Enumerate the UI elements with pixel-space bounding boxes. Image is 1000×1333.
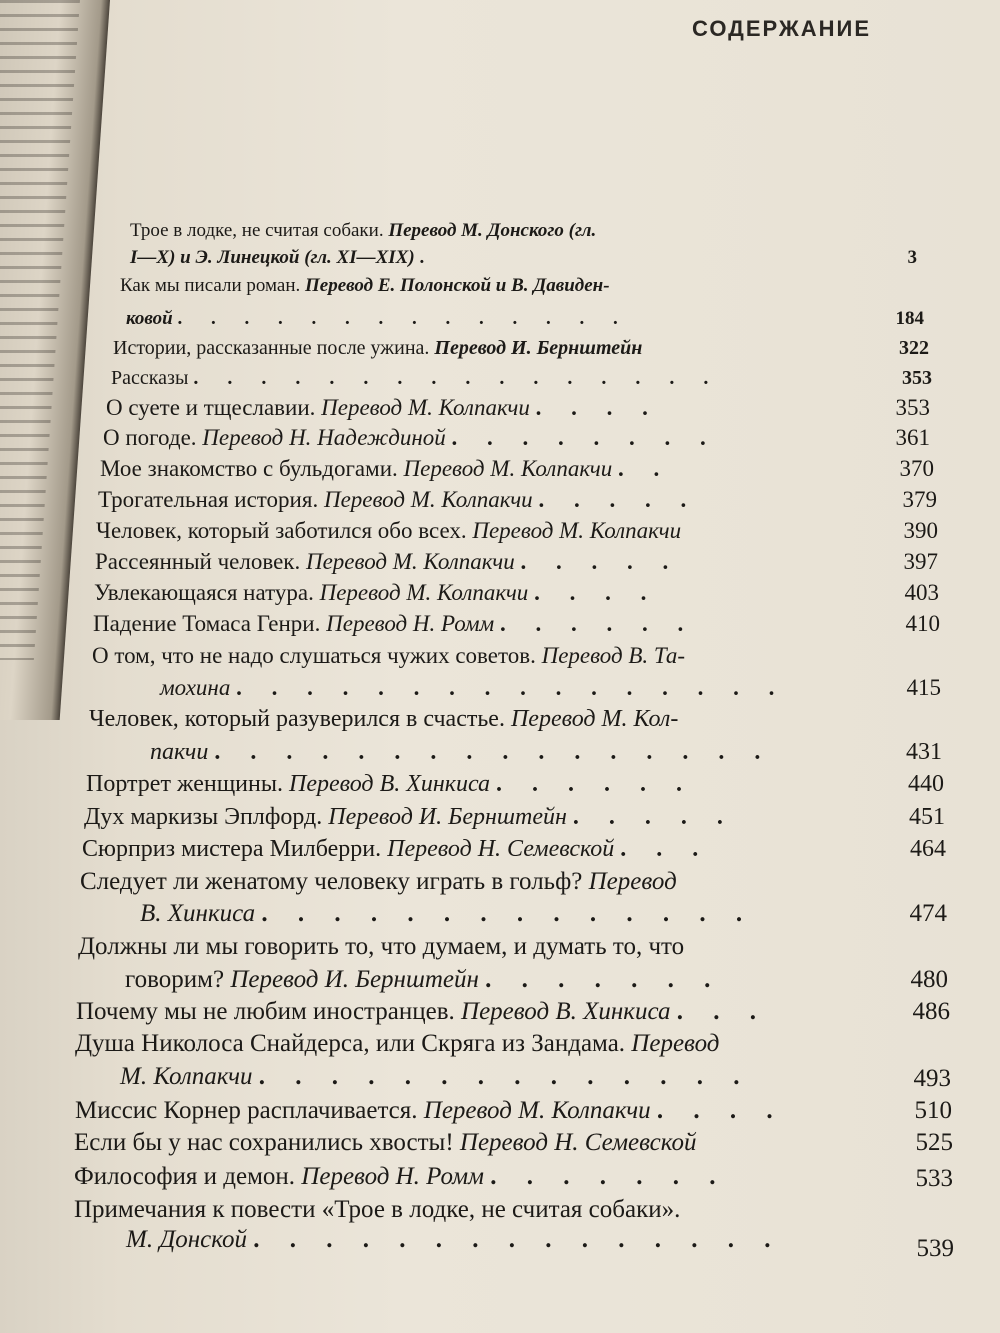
toc-entry-title: Падение Томаса Генри. bbox=[93, 611, 321, 636]
toc-entry-title: Миссис Корнер расплачивается. bbox=[75, 1097, 418, 1124]
dot-leader: . . . . . . bbox=[499, 611, 696, 636]
toc-page-number: 464 bbox=[910, 836, 946, 862]
toc-entry bbox=[82, 833, 710, 865]
toc-page-number: 486 bbox=[912, 998, 950, 1025]
toc-entry-translator: Перевод М. Колпакчи bbox=[323, 487, 533, 512]
dot-leader: . . . . bbox=[534, 580, 659, 605]
toc-entry-translator: В. Хинкиса bbox=[140, 900, 256, 927]
toc-entry-title: Как мы писали роман. bbox=[120, 275, 301, 296]
toc-entry-continuation bbox=[120, 1061, 752, 1093]
toc-page-number: 525 bbox=[915, 1129, 953, 1156]
toc-entry-continuation bbox=[126, 303, 630, 335]
toc-entry-translator: Перевод М. Колпакчи bbox=[423, 1097, 651, 1124]
dot-leader: . . . . . . . . . . . . . . bbox=[258, 1063, 752, 1090]
toc-entry-title: Трое в лодке, не считая собаки. bbox=[130, 220, 384, 241]
toc-entry-title: Трогательная история. bbox=[98, 487, 319, 512]
toc-entry-translator: Перевод М. Донского (гл. bbox=[388, 220, 597, 241]
toc-page-number: 440 bbox=[908, 771, 944, 797]
toc-entry-title: Увлекающаяся натура. bbox=[94, 580, 314, 605]
toc-page-number: 353 bbox=[895, 395, 930, 420]
toc-entry-title-continued: говорим? bbox=[125, 966, 225, 993]
dot-leader: . . . bbox=[620, 836, 711, 862]
dot-leader: . . . . . . . . . . . . . . . . bbox=[193, 367, 721, 389]
toc-entry-translator: М. Колпакчи bbox=[120, 1063, 253, 1090]
toc-entry bbox=[86, 768, 694, 800]
dot-leader: . . . . . . . . . . . . . . . . bbox=[214, 739, 773, 765]
toc-entry-title: Следует ли женатому человеку играть в гольф? bbox=[80, 868, 583, 895]
toc-entry bbox=[100, 453, 671, 485]
toc-entry-title: Почему мы не любим иностранцев. bbox=[76, 998, 455, 1025]
toc-page-number: 431 bbox=[906, 739, 942, 765]
toc-page-number: 184 bbox=[895, 308, 924, 329]
toc-entry-continuation bbox=[126, 1224, 782, 1256]
dot-leader: . . . . . . . . . . . . . . . . bbox=[236, 675, 787, 700]
toc-entry-title: Должны ли мы говорить то, что думаем, и думать то, что bbox=[78, 933, 685, 960]
toc-entry-title: Портрет женщины. bbox=[86, 771, 283, 797]
dot-leader: . . . . . bbox=[538, 487, 699, 512]
toc-entry-title: О том, что не надо слушаться чужих советов. bbox=[92, 643, 536, 668]
dot-leader: . . . . bbox=[535, 395, 660, 420]
toc-page-number: 403 bbox=[904, 580, 939, 605]
toc-page-number: 3 bbox=[907, 247, 917, 268]
toc-entry bbox=[111, 362, 720, 394]
toc-entry-title: Рассеянный человек. bbox=[95, 549, 301, 574]
toc-page-number: 451 bbox=[909, 804, 945, 830]
toc-page-number: 474 bbox=[909, 900, 947, 927]
toc-entry bbox=[113, 332, 642, 364]
toc-entry-translator: Перевод М. Колпакчи bbox=[472, 518, 682, 543]
toc-page-number: 539 bbox=[916, 1235, 954, 1262]
toc-page-number: 390 bbox=[903, 518, 938, 543]
toc-page-number: 493 bbox=[913, 1065, 951, 1092]
toc-entry-translator: Перевод М. Колпакчи bbox=[321, 395, 530, 420]
toc-entry-title: Мое знакомство с бульдогами. bbox=[100, 456, 398, 481]
toc-page-number: 370 bbox=[899, 456, 934, 481]
toc-entry-translator: Перевод М. Колпакчи bbox=[319, 580, 529, 605]
toc-entry bbox=[120, 270, 610, 302]
toc-entry-continuation bbox=[160, 672, 786, 704]
toc-entry-translator: Перевод Н. Ромм bbox=[301, 1163, 485, 1190]
toc-entry-title: Человек, который заботился обо всех. bbox=[96, 518, 467, 543]
toc-page-number: 415 bbox=[906, 675, 941, 700]
toc-entry bbox=[78, 931, 684, 963]
toc-page-number: 322 bbox=[899, 337, 929, 359]
toc-entry bbox=[93, 608, 695, 640]
toc-entry bbox=[80, 866, 677, 898]
toc-entry-translator: мохина bbox=[160, 675, 231, 700]
page-heading: СОДЕРЖАНИЕ bbox=[692, 16, 872, 41]
toc-entry bbox=[98, 484, 698, 516]
toc-entry-translator: Перевод М. Колпакчи bbox=[305, 549, 515, 574]
dot-leader: . bbox=[419, 247, 437, 268]
toc-entry-title: О суете и тщеславии. bbox=[106, 395, 316, 420]
toc-entry-title: Душа Николоса Снайдерса, или Скряга из Зандама. bbox=[75, 1030, 626, 1057]
toc-entry-title: О погоде. bbox=[103, 425, 197, 450]
dot-leader: . . . . . . . . . . . . . . bbox=[177, 308, 630, 329]
dot-leader: . . bbox=[618, 456, 672, 481]
toc-entry-translator: Перевод Н. Надеждиной bbox=[202, 425, 446, 450]
toc-entry-translator: М. Донской bbox=[126, 1226, 247, 1253]
toc-entry bbox=[75, 1028, 719, 1060]
toc-entry-translator: Перевод В. Хинкиса bbox=[289, 771, 491, 797]
dot-leader: . . . . . . . . bbox=[451, 425, 718, 450]
toc-entry bbox=[92, 640, 685, 672]
toc-entry bbox=[84, 801, 735, 833]
toc-page-number: 410 bbox=[905, 611, 940, 636]
toc-entry bbox=[76, 996, 768, 1028]
toc-entry-translator: Перевод bbox=[631, 1030, 720, 1057]
toc-entry-title: Человек, который разуверился в счастье. bbox=[89, 706, 505, 732]
toc-entry-translator: Перевод И. Бернштейн bbox=[230, 966, 479, 993]
dot-leader: . . . . . . . bbox=[490, 1163, 728, 1190]
toc-page-number: 510 bbox=[914, 1097, 952, 1124]
toc-page-number: 533 bbox=[915, 1165, 953, 1192]
toc-entry-translator: Перевод И. Бернштейн bbox=[434, 337, 643, 359]
toc-entry-translator: Перевод Н. Семевской bbox=[459, 1129, 697, 1156]
toc-entry-title: Рассказы bbox=[111, 367, 189, 389]
toc-entry-translator: Перевод М. Колпакчи bbox=[403, 456, 613, 481]
toc-entry bbox=[74, 1194, 680, 1226]
toc-entry-translator: Перевод bbox=[588, 868, 677, 895]
dot-leader: . . . . bbox=[656, 1097, 785, 1124]
toc-entry-translator: Перевод Н. Ромм bbox=[326, 611, 495, 636]
toc-page-number: 353 bbox=[902, 367, 932, 389]
toc-entry-title: Истории, рассказанные после ужина. bbox=[113, 337, 430, 359]
dot-leader: . . . . . . . . . . . . . . bbox=[261, 900, 755, 927]
toc-entry bbox=[95, 546, 680, 578]
toc-entry-title: Философия и демон. bbox=[74, 1163, 296, 1190]
toc-entry-continuation bbox=[125, 964, 722, 996]
toc-entry-translator: I—X) и Э. Линецкой (гл. XI—XIX) bbox=[130, 247, 415, 268]
toc-entry-translator: ковой bbox=[126, 308, 173, 329]
toc-entry-translator: Перевод Н. Семевской bbox=[387, 836, 615, 862]
dot-leader: . . . . . . . . . . . . . . . bbox=[253, 1226, 783, 1253]
toc-entry-title: Сюрприз мистера Милберри. bbox=[82, 836, 382, 862]
toc-entry bbox=[75, 1095, 785, 1127]
toc-entry bbox=[96, 515, 681, 547]
toc-entry bbox=[74, 1127, 697, 1159]
dot-leader: . . . . . bbox=[520, 549, 681, 574]
toc-entry-translator: пакчи bbox=[150, 739, 209, 765]
dot-leader: . . . . . . bbox=[496, 771, 695, 797]
toc-entry-continuation bbox=[140, 898, 754, 930]
toc-entry-title: Дух маркизы Эплфорд. bbox=[84, 804, 323, 830]
toc-entry-translator: Перевод И. Бернштейн bbox=[328, 804, 567, 830]
toc-entry bbox=[74, 1161, 728, 1193]
toc-entry bbox=[106, 392, 660, 424]
toc-entry bbox=[94, 577, 658, 609]
toc-entry-title: Примечания к повести «Трое в лодке, не считая собаки». bbox=[74, 1196, 681, 1223]
toc-entry-translator: Перевод В. Та- bbox=[541, 643, 686, 668]
toc-entry-translator: Перевод Е. Полонской и В. Давиден- bbox=[305, 275, 610, 296]
toc-entry-translator: Перевод М. Кол- bbox=[510, 706, 679, 732]
toc-page-number: 480 bbox=[910, 966, 948, 993]
toc-entry bbox=[103, 422, 718, 454]
toc-page-number: 379 bbox=[902, 487, 937, 512]
toc-entry-continuation bbox=[150, 736, 772, 768]
toc-entry-translator: Перевод В. Хинкиса bbox=[461, 998, 671, 1025]
toc-page-number: 397 bbox=[903, 549, 938, 574]
dot-leader: . . . . . bbox=[572, 804, 735, 830]
dot-leader: . . . bbox=[676, 998, 768, 1025]
toc-entry-title: Если бы у нас сохранились хвосты! bbox=[74, 1129, 454, 1156]
dot-leader: . . . . . . . bbox=[485, 966, 723, 993]
toc-page-number: 361 bbox=[895, 425, 930, 450]
toc-entry bbox=[89, 703, 678, 735]
